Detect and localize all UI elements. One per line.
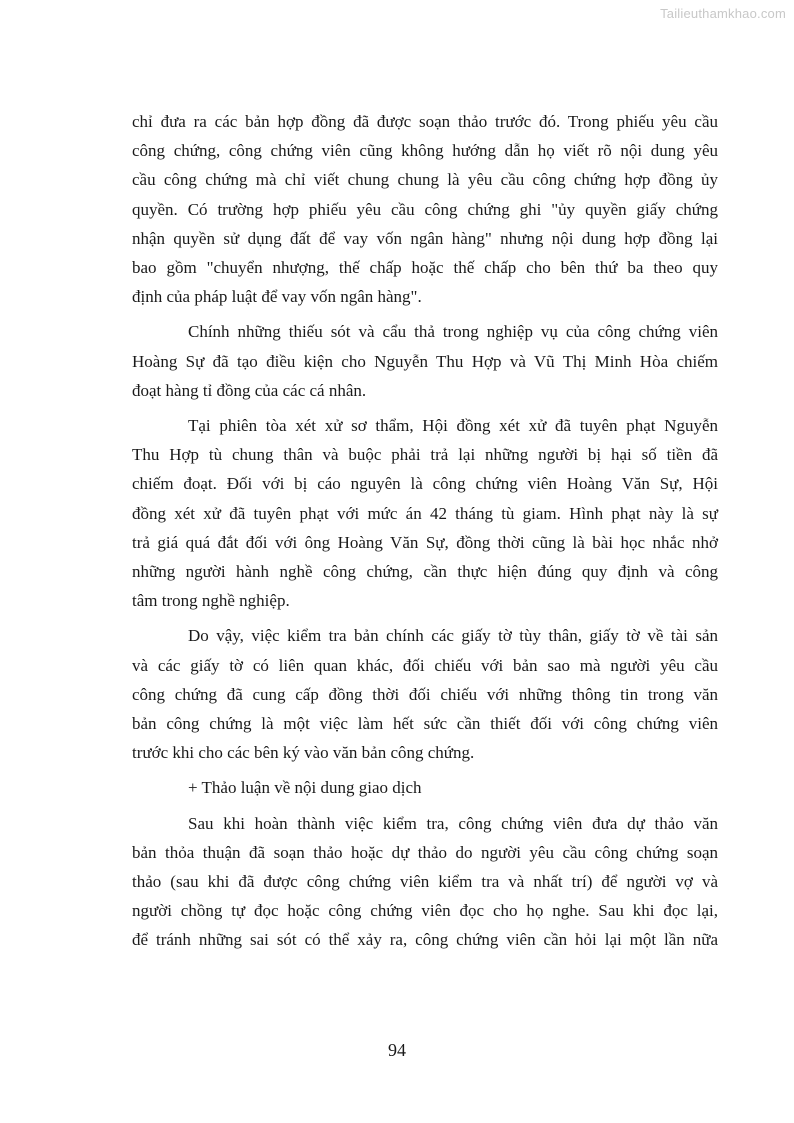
text-line: trả giá quá đắt đối với ông Hoàng Văn Sự, đồng thời cũng là bài học nhắc nhở: [132, 532, 718, 552]
text-line: định của pháp luật để vay vốn ngân hàng".: [132, 287, 422, 307]
text-line: Tại phiên tòa xét xử sơ thẩm, Hội đồng xét xử đã tuyên phạt Nguyễn: [188, 416, 718, 436]
page-number: 94: [388, 1040, 406, 1060]
text-line: cầu công chứng mà chỉ viết chung chung là yêu cầu công chứng hợp đồng ủy: [132, 170, 718, 190]
text-line: tâm trong nghề nghiệp.: [132, 591, 290, 611]
text-line: người chồng tự đọc hoặc công chứng viên đọc cho họ nghe. Sau khi đọc lại,: [132, 901, 718, 921]
text-line: công chứng đã cung cấp đồng thời đối chiếu với những thông tin trong văn: [132, 684, 718, 704]
paragraph-2: [132, 317, 718, 405]
text-line: + Thảo luận về nội dung giao dịch: [188, 778, 422, 798]
text-line: đồng xét xử đã tuyên phạt với mức án 42 tháng tù giam. Hình phạt này là sự: [132, 503, 718, 523]
text-line: Hoàng Sự đã tạo điều kiện cho Nguyễn Thu Hợp và Vũ Thị Minh Hòa chiếm: [132, 351, 718, 371]
text-line: bao gồm "chuyển nhượng, thế chấp hoặc thế chấp cho bên thứ ba theo quy: [132, 258, 718, 278]
text-line: Chính những thiếu sót và cẩu thả trong nghiệp vụ của công chứng viên: [188, 322, 718, 342]
text-line: Do vậy, việc kiểm tra bản chính các giấy tờ tùy thân, giấy tờ về tài sản: [188, 626, 718, 646]
paragraph-5: [132, 809, 718, 955]
paragraph-1: [132, 107, 718, 311]
text-line: quyền. Có trường hợp phiếu yêu cầu công chứng ghi "ủy quyền giấy chứng: [132, 199, 718, 219]
text-line: trước khi cho các bên ký vào văn bản công chứng.: [132, 743, 475, 763]
text-line: công chứng, công chứng viên cũng không hướng dẫn họ viết rõ nội dung yêu: [132, 141, 718, 161]
section-heading: [132, 773, 718, 802]
text-line: và các giấy tờ có liên quan khác, đối chiếu với bản sao mà người yêu cầu: [132, 655, 718, 675]
text-line: chiếm đoạt. Đối với bị cáo nguyên là công chứng viên Hoàng Văn Sự, Hội: [132, 474, 718, 494]
text-line: chỉ đưa ra các bản hợp đồng đã được soạn thảo trước đó. Trong phiếu yêu cầu: [132, 112, 718, 131]
text-line: Sau khi hoàn thành việc kiểm tra, công chứng viên đưa dự thảo văn: [188, 813, 718, 833]
paragraph-3: [132, 411, 718, 615]
text-line: Thu Hợp tù chung thân và buộc phải trả lại những người bị hại số tiền đã: [132, 445, 718, 465]
text-line: đoạt hàng tỉ đồng của các cá nhân.: [132, 380, 367, 400]
text-line: bản thỏa thuận đã soạn thảo hoặc dự thảo do người yêu cầu công chứng soạn: [132, 842, 718, 862]
watermark: Tailieuthamkhao.com: [660, 6, 786, 21]
paragraph-4: [132, 621, 718, 767]
text-line: bản công chứng là một việc làm hết sức cần thiết đối với công chứng viên: [132, 714, 718, 734]
text-line: nhận quyền sử dụng đất để vay vốn ngân hàng" nhưng nội dung hợp đồng lại: [132, 228, 718, 248]
document-body: [132, 107, 718, 961]
text-line: thảo (sau khi đã được công chứng viên kiểm tra và nhất trí) để người vợ và: [132, 872, 718, 892]
text-line: những người hành nghề công chứng, cần thực hiện đúng quy định và công: [132, 562, 718, 582]
text-line: để tránh những sai sót có thể xảy ra, công chứng viên cần hỏi lại một lần nữa: [132, 930, 718, 950]
